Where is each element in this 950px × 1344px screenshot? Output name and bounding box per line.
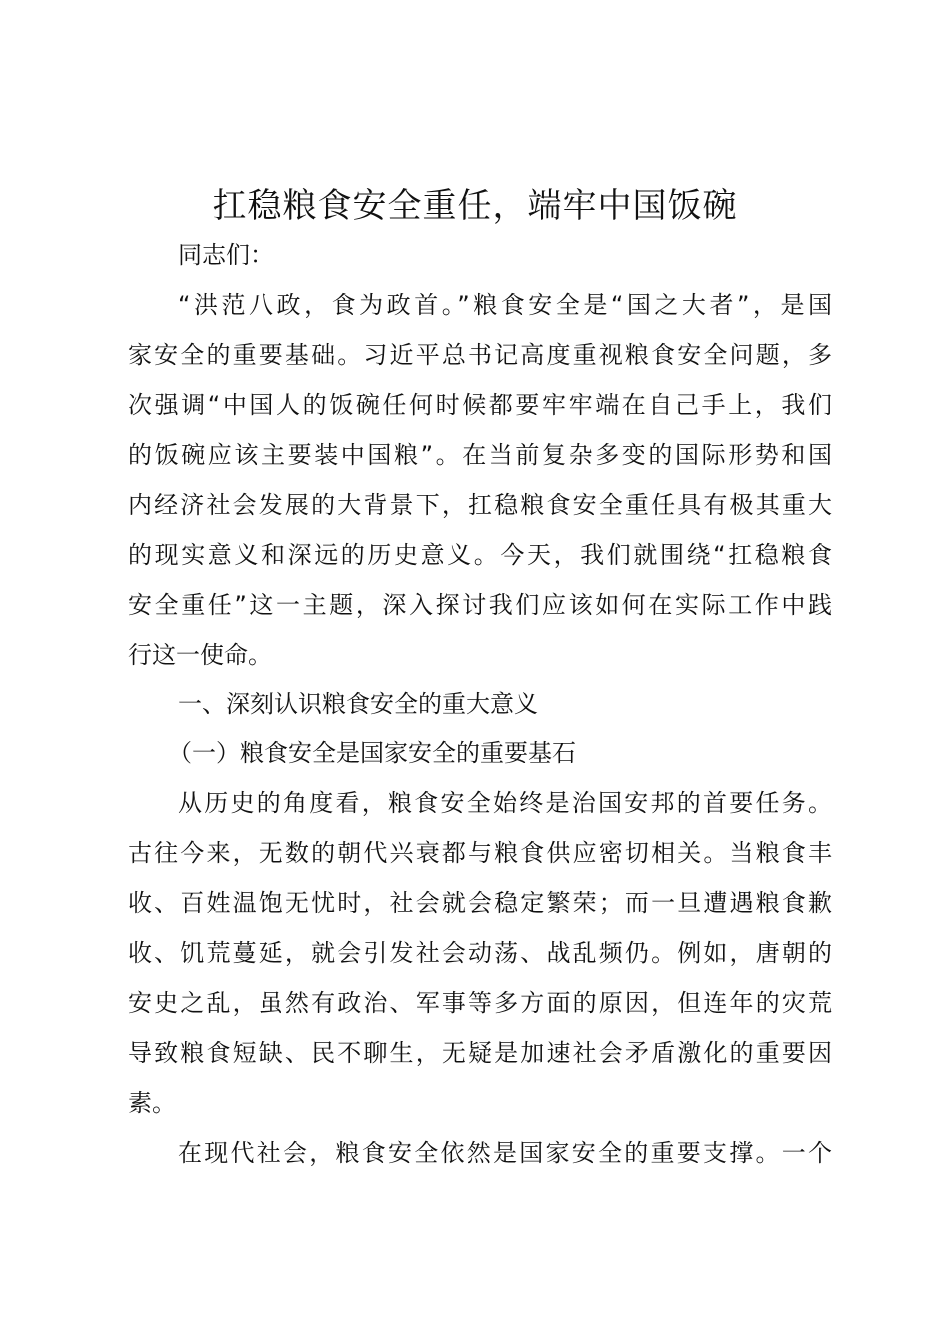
text-line: 从历史的角度看，粮食安全始终是治国安邦的首要任务。: [178, 789, 832, 817]
text-line: “洪范八政，食为政首。”粮食安全是“国之大者”，是国: [178, 291, 832, 319]
text-line: 导致粮食短缺、民不聊生，无疑是加速社会矛盾激化的重要因: [128, 1039, 832, 1067]
text-line: 次强调“中国人的饭碗任何时候都要牢牢端在自己手上，我们: [128, 391, 832, 419]
text-line: 古往今来，无数的朝代兴衰都与粮食供应密切相关。当粮食丰: [128, 839, 832, 867]
text-line: 行这一使命。: [128, 641, 272, 669]
subsection-heading: （一）粮食安全是国家安全的重要基石: [168, 739, 576, 767]
text-line: 的饭碗应该主要装中国粮”。在当前复杂多变的国际形势和国: [128, 441, 832, 469]
text-line: 内经济社会发展的大背景下，扛稳粮食安全重任具有极其重大: [128, 491, 832, 519]
text-line: 素。: [128, 1089, 176, 1117]
text-line: 安全重任”这一主题，深入探讨我们应该如何在实际工作中践: [128, 591, 832, 619]
text-line: 安史之乱，虽然有政治、军事等多方面的原因，但连年的灾荒: [128, 989, 832, 1017]
document-title: 扛稳粮食安全重任，端牢中国饭碗: [212, 186, 738, 226]
text-line: 收、百姓温饱无忧时，社会就会稳定繁荣；而一旦遭遇粮食歉: [128, 889, 832, 917]
text-line: 家安全的重要基础。习近平总书记高度重视粮食安全问题，多: [128, 341, 832, 369]
text-line: 收、饥荒蔓延，就会引发社会动荡、战乱频仍。例如，唐朝的: [128, 939, 832, 967]
text-line: 的现实意义和深远的历史意义。今天，我们就围绕“扛稳粮食: [128, 541, 832, 569]
text-line: 在现代社会，粮食安全依然是国家安全的重要支撑。一个: [178, 1139, 832, 1167]
salutation: 同志们：: [178, 241, 274, 269]
section-heading: 一、深刻认识粮食安全的重大意义: [178, 690, 538, 718]
